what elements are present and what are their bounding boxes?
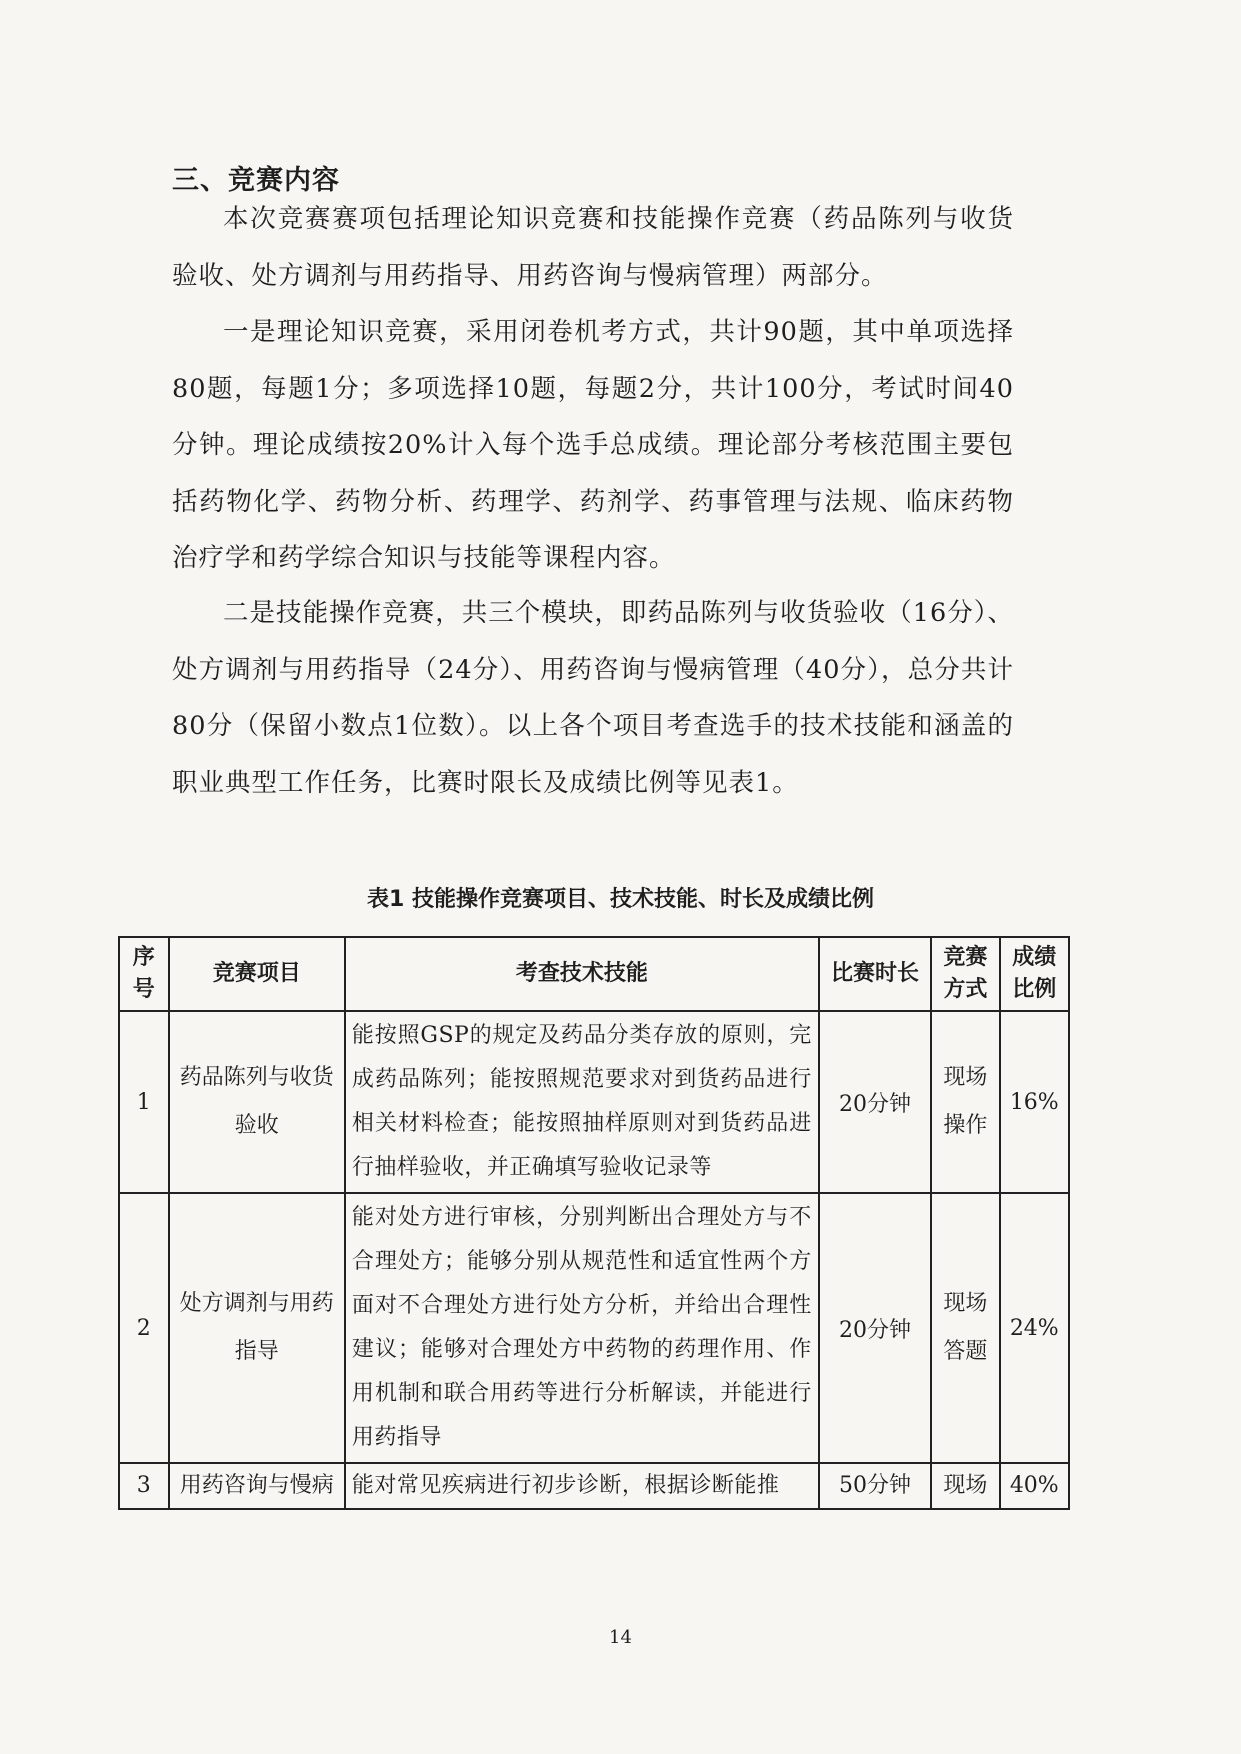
section-heading: 三、竞赛内容 <box>172 165 340 196</box>
cell-duration: 20分钟 <box>819 1193 931 1463</box>
cell-project: 药品陈列与收货验收 <box>169 1011 345 1193</box>
cell-no: 3 <box>119 1463 169 1509</box>
cell-no: 1 <box>119 1011 169 1193</box>
table-caption: 表1 技能操作竞赛项目、技术技能、时长及成绩比例 <box>367 887 874 912</box>
cell-ratio: 40% <box>1000 1463 1069 1509</box>
paragraph-theory <box>172 304 1014 587</box>
header-duration: 比赛时长 <box>819 937 931 1011</box>
header-skills: 考查技术技能 <box>345 937 819 1011</box>
cell-method: 现场操作 <box>931 1011 999 1193</box>
cell-project: 处方调剂与用药指导 <box>169 1193 345 1463</box>
paragraph-text: 二是技能操作竞赛，共三个模块，即药品陈列与收货验收（16分）、处方调剂与用药指导（24分）、用药咨询与慢病管理（40分），总分共计80分（保留小数点1位数）。以上各个项目考查选手的技术技能和涵盖的职业典型工作任务，比赛时限长及成绩比例等见表1。 <box>172 598 1014 798</box>
cell-method: 现场 <box>931 1463 999 1509</box>
cell-duration: 50分钟 <box>819 1463 931 1509</box>
table-row <box>119 1011 1069 1193</box>
paragraph-skills <box>172 585 1014 811</box>
cell-ratio: 16% <box>1000 1011 1069 1193</box>
cell-no: 2 <box>119 1193 169 1463</box>
cell-skills: 能按照GSP的规定及药品分类存放的原则，完成药品陈列；能按照规范要求对到货药品进行相关材料检查；能按照抽样原则对到货药品进行抽样验收，并正确填写验收记录等 <box>345 1011 819 1193</box>
cell-duration: 20分钟 <box>819 1011 931 1193</box>
table-row <box>119 1463 1069 1509</box>
skills-table <box>118 936 1070 1510</box>
paragraph-intro <box>172 191 1014 304</box>
header-no: 序号 <box>119 937 169 1011</box>
cell-ratio: 24% <box>1000 1193 1069 1463</box>
paragraph-text: 本次竞赛赛项包括理论知识竞赛和技能操作竞赛（药品陈列与收货验收、处方调剂与用药指导、用药咨询与慢病管理）两部分。 <box>172 204 1014 291</box>
cell-skills: 能对常见疾病进行初步诊断，根据诊断能推 <box>345 1463 819 1509</box>
paragraph-text: 一是理论知识竞赛，采用闭卷机考方式，共计90题，其中单项选择80题，每题1分；多项选择10题，每题2分，共计100分，考试时间40分钟。理论成绩按20%计入每个选手总成绩。理论部分考核范围主要包括药物化学、药物分析、药理学、药剂学、药事管理与法规、临床药物治疗学和药学综合知识与技能等课程内容。 <box>172 317 1014 573</box>
page-number: 14 <box>609 1627 632 1648</box>
cell-skills: 能对处方进行审核，分别判断出合理处方与不合理处方；能够分别从规范性和适宜性两个方面对不合理处方进行处方分析，并给出合理性建议；能够对合理处方中药物的药理作用、作用机制和联合用药等进行分析解读，并能进行用药指导 <box>345 1193 819 1463</box>
header-ratio: 成绩比例 <box>1000 937 1069 1011</box>
table-row <box>119 1193 1069 1463</box>
header-project: 竞赛项目 <box>169 937 345 1011</box>
cell-project: 用药咨询与慢病 <box>169 1463 345 1509</box>
cell-method: 现场答题 <box>931 1193 999 1463</box>
header-method: 竞赛方式 <box>931 937 999 1011</box>
table-header-row <box>119 937 1069 1011</box>
